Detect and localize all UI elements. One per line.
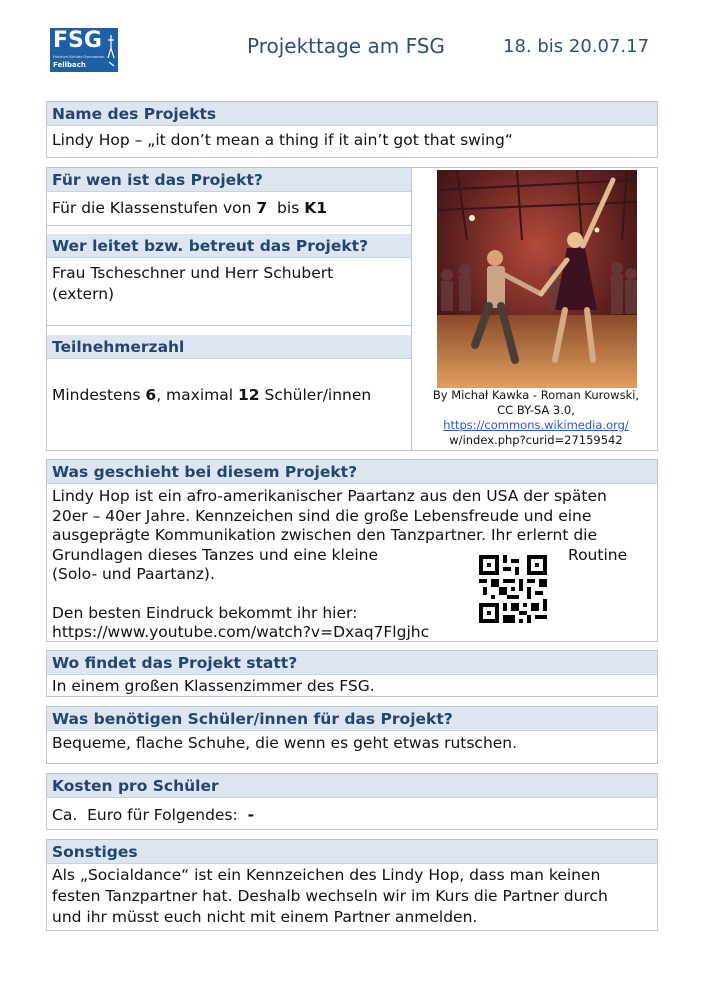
grade-to: K1 (304, 199, 328, 217)
participants-mid: , maximal (156, 386, 238, 404)
description-line-4b: Routine (568, 545, 628, 564)
description-line-5: (Solo- und Paartanz). (52, 565, 215, 583)
participants-prefix: Mindestens (52, 386, 146, 404)
divider (47, 225, 412, 226)
audience-section (47, 168, 411, 219)
caption-line-1: By Michał Kawka - Roman Kurowski, (432, 388, 640, 402)
caption-link[interactable]: https://commons.wikimedia.org/ (443, 418, 629, 432)
audience-mid: bis (267, 199, 305, 217)
lead-line-1: Frau Tscheschner und Herr Schubert (52, 264, 334, 282)
participants-min: 6 (145, 386, 157, 404)
cost-amount: - (247, 806, 255, 824)
description-line-4a: Grundlagen dieses Tanzes und eine kleine (52, 545, 379, 564)
cost-heading: Kosten pro Schüler (47, 774, 657, 798)
description-line-2: 20er – 40er Jahre. Kennzeichen sind die große Lebensfreude und eine (52, 506, 592, 525)
description-line-1: Lindy Hop ist ein afro-amerikanischer Paartanz aus den USA der späten (52, 487, 607, 505)
participants-suffix: Schüler/innen (259, 386, 372, 404)
requirements-heading: Was benötigen Schüler/innen für das Projekt? (47, 707, 657, 731)
project-name-value: Lindy Hop – „it don’t mean a thing if it ain’t got that swing“ (52, 131, 513, 149)
location-section (46, 650, 658, 697)
school-logo (50, 28, 118, 72)
lead-heading: Wer leitet bzw. betreut das Projekt? (47, 234, 411, 258)
caption-line-4: w/index.php?curid=27159542 (449, 433, 623, 447)
dance-photo (437, 170, 637, 388)
logo-text: FSG (53, 28, 102, 53)
youtube-link[interactable]: https://www.youtube.com/watch?v=Dxaq7Flgjhc (52, 623, 430, 641)
photo-caption (414, 388, 658, 448)
project-name-heading: Name des Projekts (47, 102, 657, 126)
description-body (47, 484, 657, 643)
logo-town: Fellbach (53, 61, 86, 69)
misc-line-3: und ihr müsst euch nicht mit einem Partner anmelden. (52, 908, 478, 926)
project-name-section (46, 101, 658, 158)
lead-section (47, 234, 411, 305)
caption-line-2: CC BY-SA 3.0, (497, 403, 575, 417)
participants-value (47, 359, 411, 406)
logo-figure-icon (106, 32, 116, 68)
cost-text: Ca. Euro für Folgendes: (52, 806, 248, 824)
misc-line-1: Als „Socialdance“ ist ein Kennzeichen des Lindy Hop, dass man keinen (52, 866, 601, 884)
cost-value (47, 798, 657, 826)
participants-max: 12 (237, 386, 260, 404)
participants-heading: Teilnehmerzahl (47, 335, 411, 359)
description-line-3: ausgeprägte Kommunikation zwischen den Tanzpartner. Ihr erlernt die (52, 526, 598, 544)
description-line-6: Den besten Eindruck bekommt ihr hier: (52, 603, 358, 622)
location-heading: Wo findet das Projekt statt? (47, 651, 657, 675)
audience-heading: Für wen ist das Projekt? (47, 168, 411, 192)
cost-section (46, 773, 658, 830)
page-date: 18. bis 20.07.17 (503, 36, 650, 57)
divider (47, 325, 412, 326)
misc-section (46, 839, 658, 931)
audience-value (47, 192, 411, 219)
misc-line-2: festen Tanzpartner hat. Deshalb wechseln wir im Kurs die Partner durch (52, 887, 608, 905)
misc-heading: Sonstiges (47, 840, 657, 864)
page-title: Projekttage am FSG (247, 34, 445, 58)
requirements-section (46, 706, 658, 764)
qr-code-icon[interactable] (479, 555, 547, 623)
logo-fineprint: Friedrich-Schiller-Gymnasium (53, 55, 105, 59)
location-value: In einem großen Klassenzimmer des FSG. (52, 677, 375, 695)
column-divider (411, 168, 412, 450)
requirements-value: Bequeme, flache Schuhe, die wenn es geht etwas rutschen. (52, 734, 518, 752)
description-line-4 (52, 546, 652, 566)
description-section (46, 459, 658, 642)
participants-section (47, 335, 411, 406)
description-heading: Was geschieht bei diesem Projekt? (47, 460, 657, 484)
misc-body (47, 864, 657, 928)
audience-prefix: Für die Klassenstufen von (52, 199, 257, 217)
lead-line-2: (extern) (52, 285, 115, 303)
grade-from: 7 (256, 199, 268, 217)
